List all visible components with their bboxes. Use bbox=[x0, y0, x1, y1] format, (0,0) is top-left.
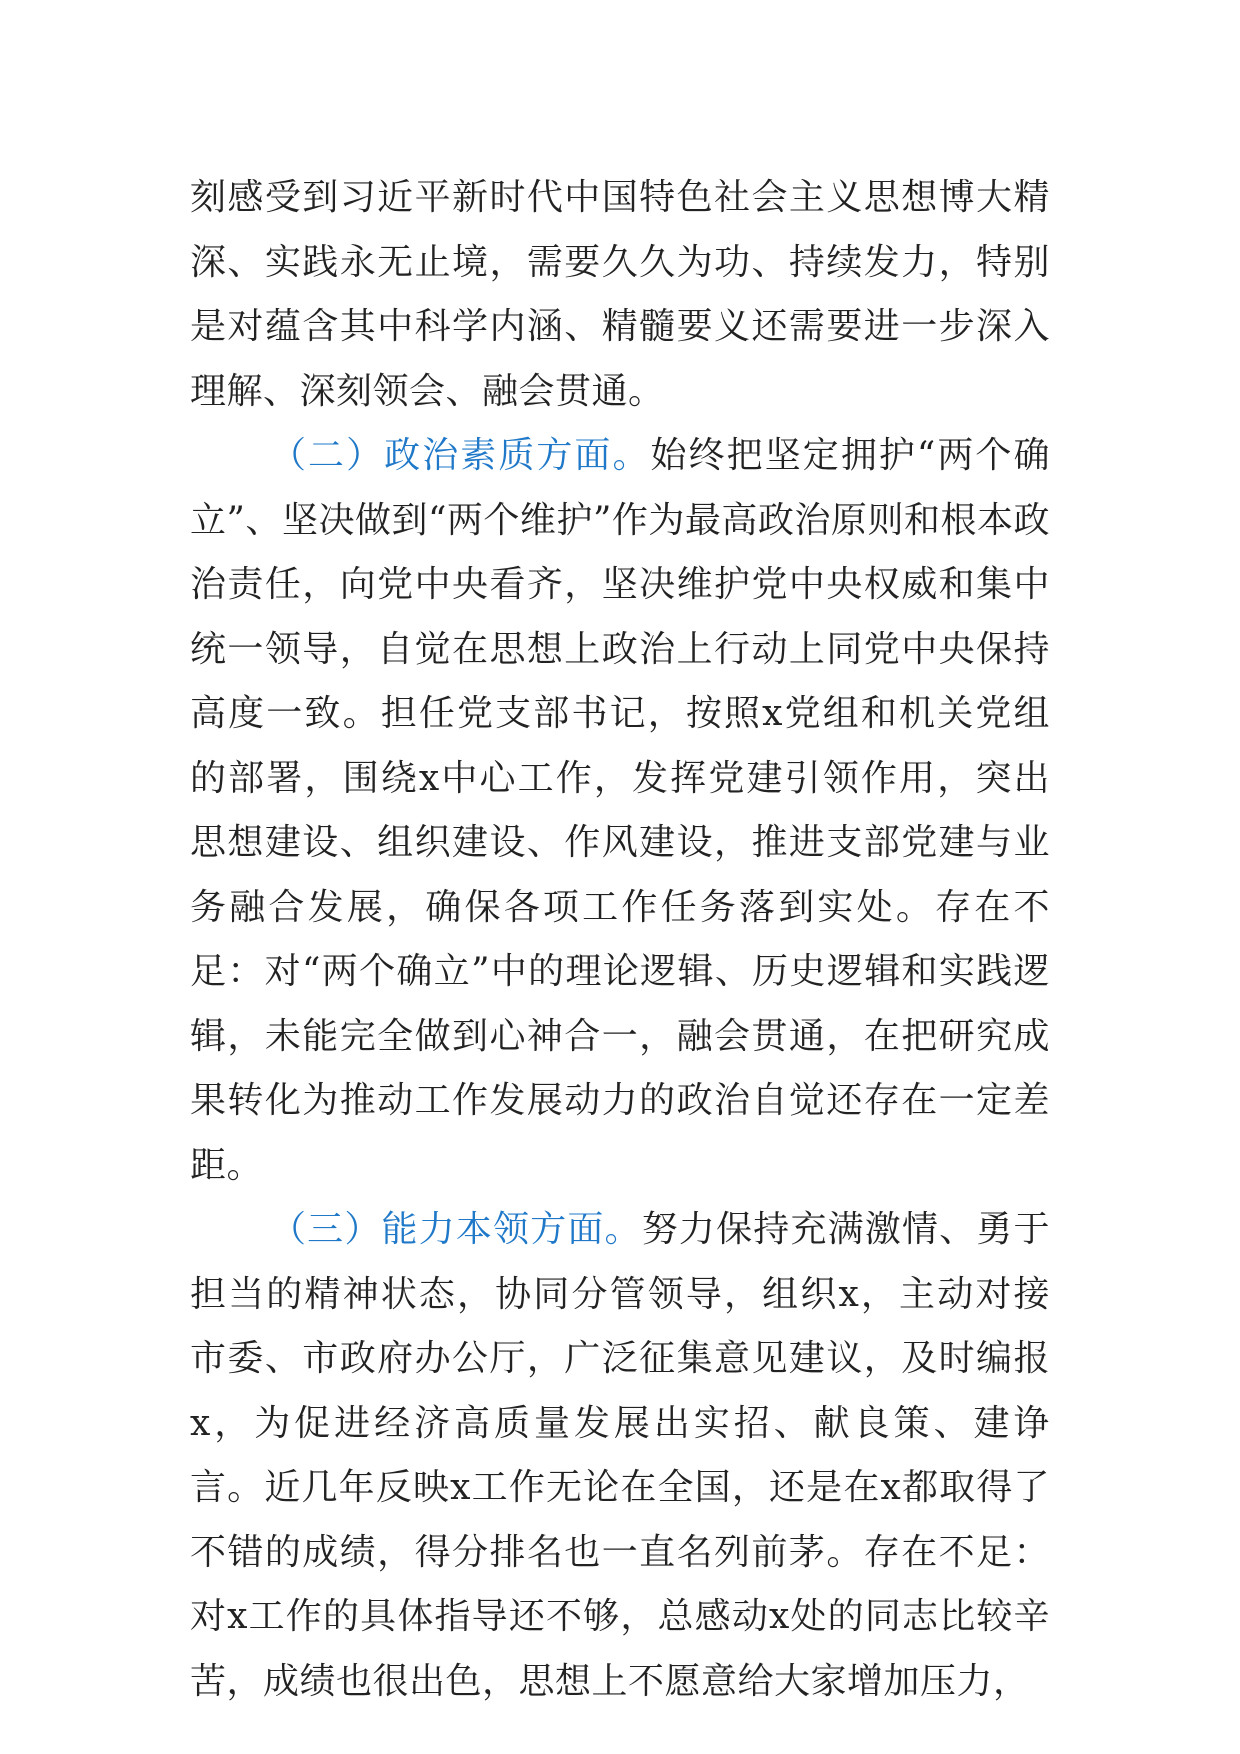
paragraph-3-text: 努力保持充满激情、勇于担当的精神状态，协同分管领导，组织x，主动对接市委、市政府办公厅，广泛征集意见建议，及时编报x，为促进经济高质量发展出实招、献良策、建诤言。近几年反映x工作无论在全国，还是在x都取得了不错的成绩，得分排名也一直名列前茅。存在不足：对x工作的具体指导还不够，总感动x处的同志比较辛苦，成绩也很出色，思想上不愿意给大家增加压力， bbox=[190, 1209, 1050, 1702]
section-heading-political: （二）政治素质方面。 bbox=[270, 435, 651, 476]
paragraph-1-text: 刻感受到习近平新时代中国特色社会主义思想博大精深、实践永无止境，需要久久为功、持续发力，特别是对蕴含其中科学内涵、精髓要义还需要进一步深入理解、深刻领会、融会贯通。 bbox=[190, 177, 1050, 412]
paragraph-1 bbox=[190, 166, 1050, 424]
paragraph-3 bbox=[190, 1198, 1050, 1714]
paragraph-2-text: 始终把坚定拥护“两个确立”、坚决做到“两个维护”作为最高政治原则和根本政治责任，向党中央看齐，坚决维护党中央权威和集中统一领导，自觉在思想上政治上行动上同党中央保持高度一致。担任党支部书记，按照x党组和机关党组的部署，围绕x中心工作，发挥党建引领作用，突出思想建设、组织建设、作风建设，推进支部党建与业务融合发展，确保各项工作任务落到实处。存在不足：对“两个确立”中的理论逻辑、历史逻辑和实践逻辑，未能完全做到心神合一，融会贯通，在把研究成果转化为推动工作发展动力的政治自觉还存在一定差距。 bbox=[190, 435, 1050, 1186]
document-page bbox=[190, 166, 1050, 1714]
section-heading-ability: （三）能力本领方面。 bbox=[270, 1209, 642, 1250]
paragraph-2 bbox=[190, 424, 1050, 1198]
